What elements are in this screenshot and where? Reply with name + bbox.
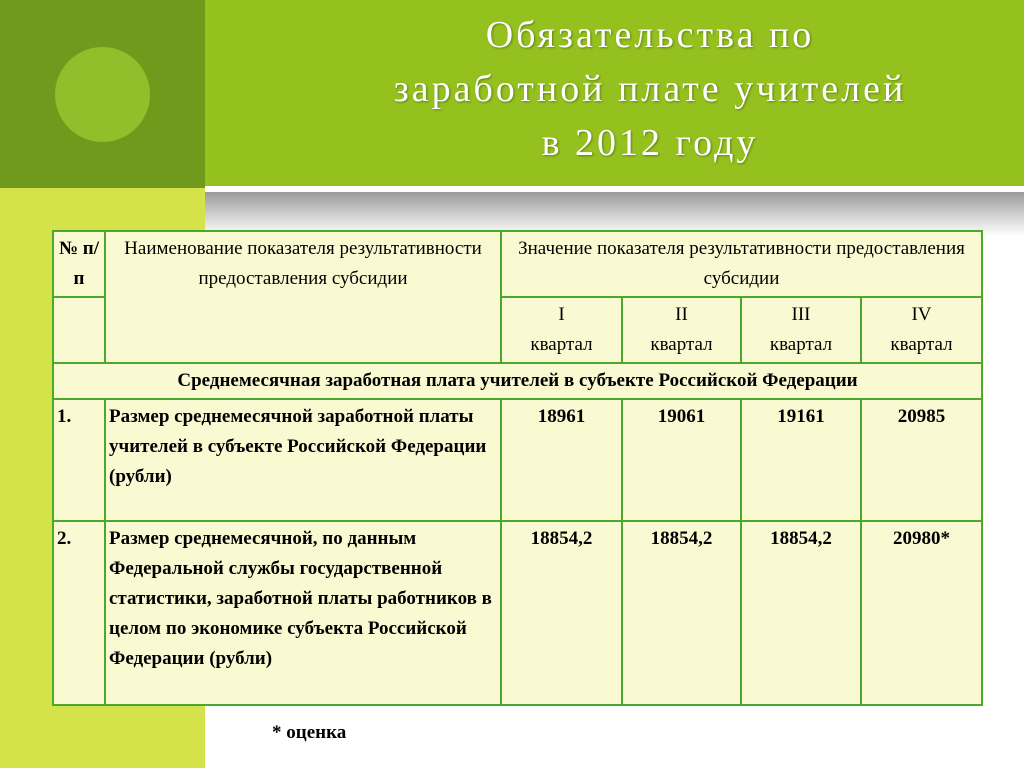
table-section-row [53, 363, 982, 399]
quarter-1-label: квартал [530, 334, 593, 355]
page-title [300, 8, 1000, 170]
table-header-row [53, 231, 982, 297]
row-1-num: 1. [53, 399, 105, 521]
quarter-4 [861, 297, 982, 363]
quarter-4-label: квартал [890, 334, 953, 355]
quarter-2 [622, 297, 741, 363]
row-1-q1: 18961 [501, 399, 622, 521]
title-line-1: Обязательства по [485, 14, 815, 56]
quarter-3-label: квартал [769, 334, 833, 355]
quarter-2-label: квартал [650, 334, 713, 355]
row-2-q4: 20980* [861, 521, 982, 705]
row-2-name: Размер среднемесячной, по данным Федеральной службы государственной статистики, заработной платы работников в целом по экономике субъекта Российской Федерации (рубли) [105, 521, 501, 705]
row-1-q2: 19061 [622, 399, 741, 521]
row-2-q2: 18854,2 [622, 521, 741, 705]
quarter-3-num: III [791, 304, 811, 325]
quarter-3 [741, 297, 861, 363]
quarter-4-num: IV [911, 304, 932, 325]
quarter-1-num: I [558, 304, 565, 325]
row-2-q3: 18854,2 [741, 521, 861, 705]
decor-circle [55, 47, 150, 142]
table-row [53, 521, 982, 705]
title-line-2: заработной плате учителей [393, 68, 907, 110]
indicator-table [52, 230, 983, 706]
header-value: Значение показателя результативности предоставления субсидии [501, 231, 982, 297]
table-row [53, 399, 982, 521]
row-1-q3: 19161 [741, 399, 861, 521]
section-title: Среднемесячная заработная плата учителей в субъекте Российской Федерации [53, 363, 982, 399]
row-1-name: Размер среднемесячной заработной платы учителей в субъекте Российской Федерации (рубли) [105, 399, 501, 521]
row-1-q4: 20985 [861, 399, 982, 521]
header-num-empty [53, 297, 105, 363]
row-2-num: 2. [53, 521, 105, 705]
quarter-2-num: II [675, 304, 688, 325]
title-line-3: в 2012 году [541, 122, 759, 164]
quarter-1 [501, 297, 622, 363]
footnote: * оценка [272, 722, 347, 743]
header-num: № п/п [53, 231, 105, 297]
header-name: Наименование показателя результативности предоставления субсидии [105, 231, 501, 363]
row-2-q1: 18854,2 [501, 521, 622, 705]
